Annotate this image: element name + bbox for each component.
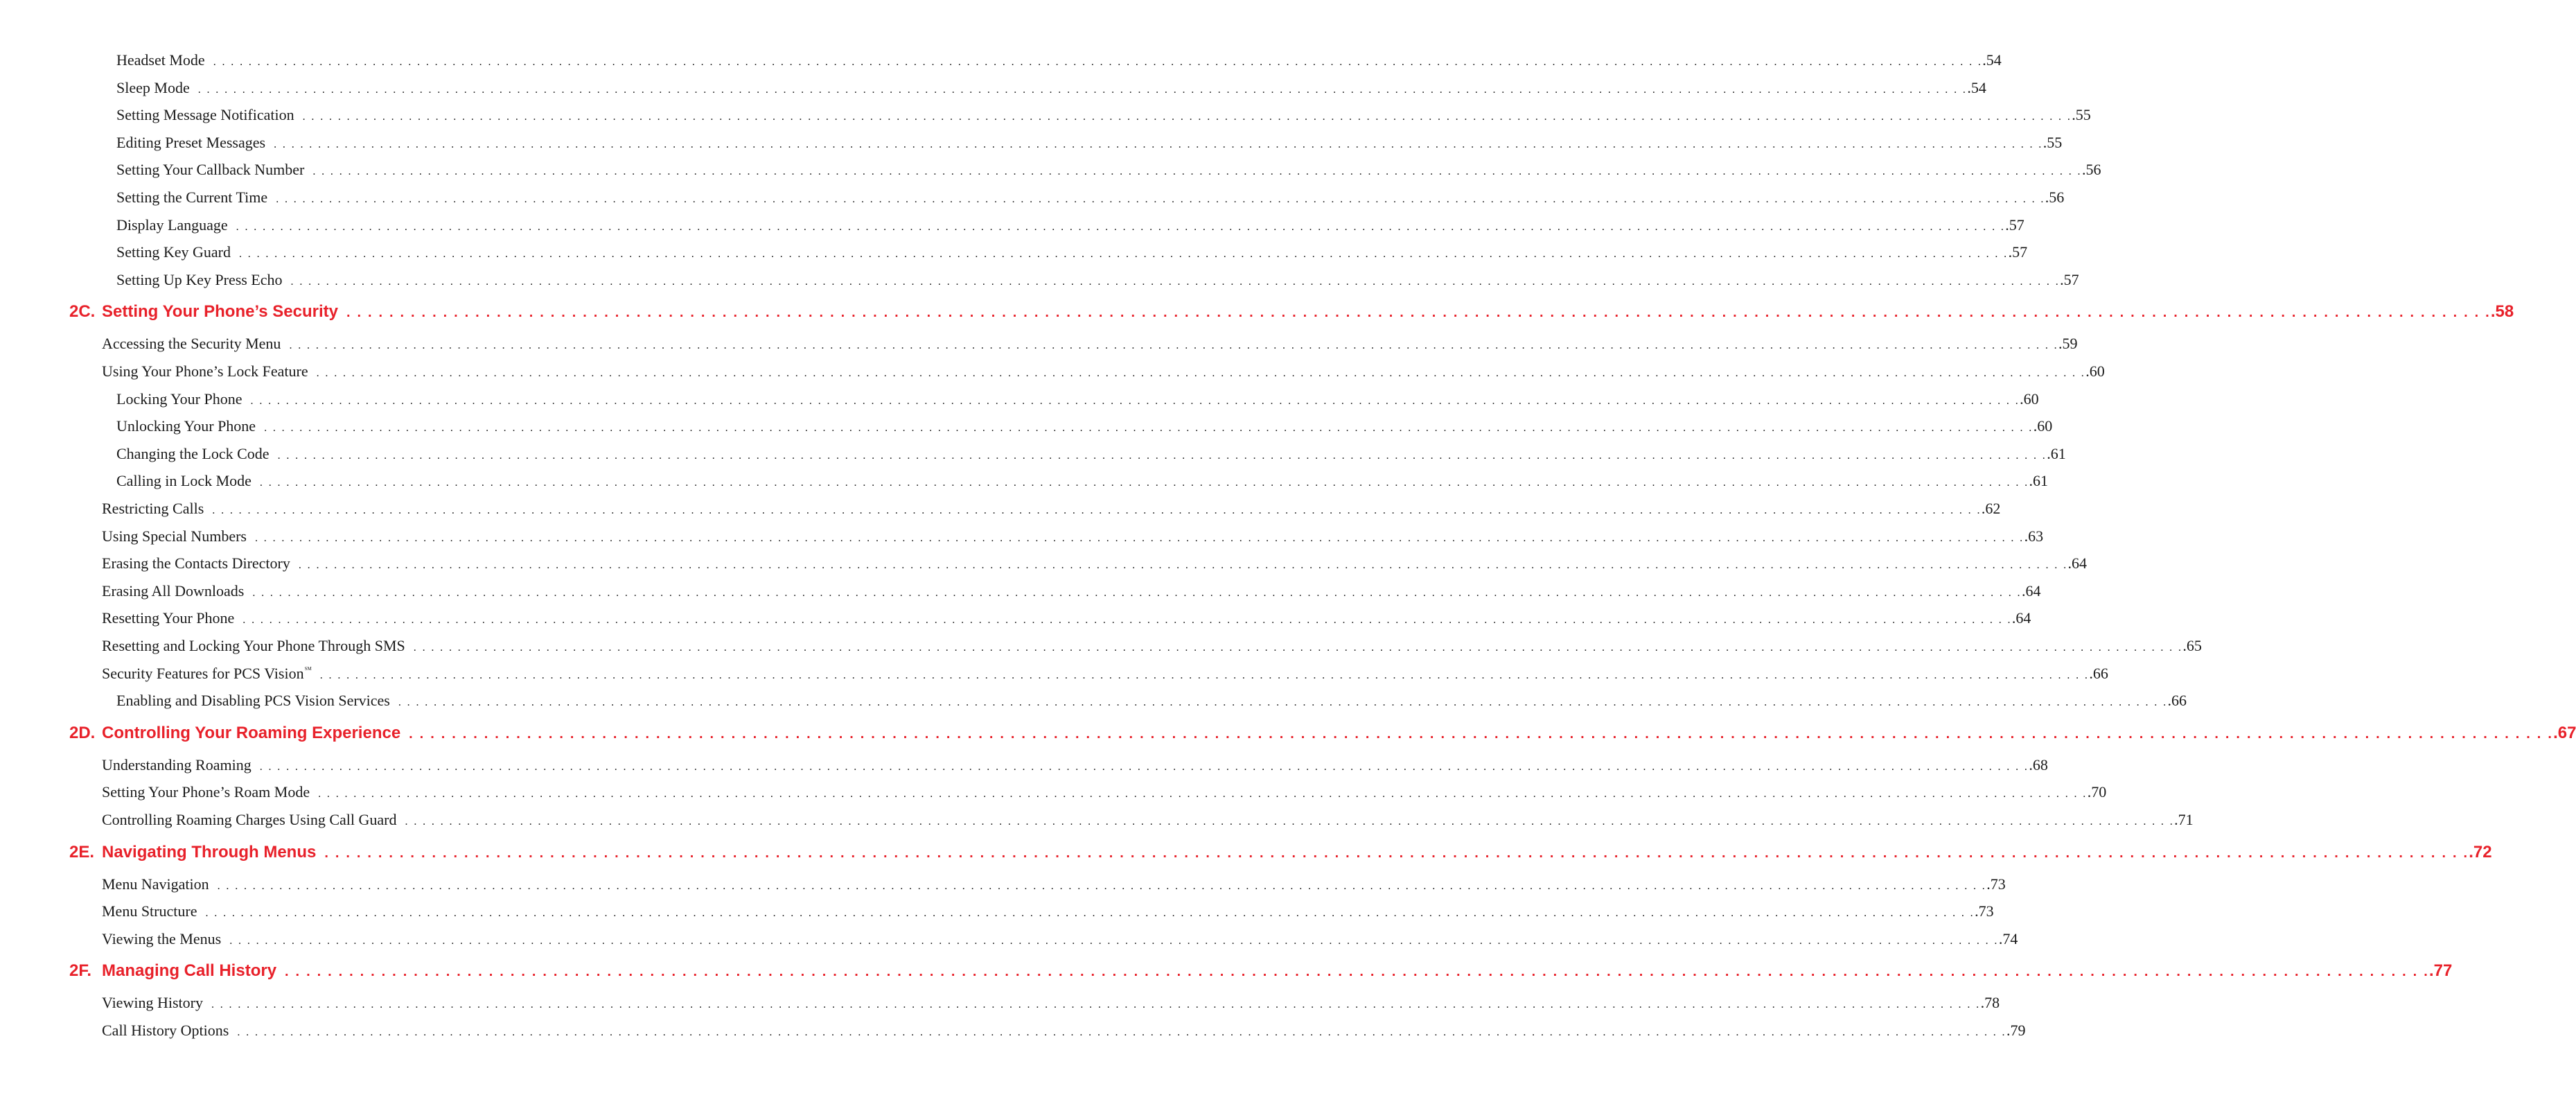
title-text: Managing Call History [102,961,277,981]
entry-title [102,554,299,572]
title-text: Using Your Phone’s Lock Feature [102,362,308,380]
dot-leader: . . . . . . . . . . . . . . . . . . . . . . . . . . . . . . . . . . . . . . . . . . . . . . . . . . . . . . . . . . . . . . . . . . . . . . . . . . . . . . . . . . . . . . . . . . . . . . . . . . . . . . . . . . . . . . . . . . . . . . . . . . . . . . . . . . . . . . . . . . . . . . . . . . . . . . . . . . . . . . . . . . . . . . . . . . . . . . . . . . . . . . . . . . . . . . . . . . . . . . . . [290,275,2061,288]
toc-entry[interactable] [0,783,2107,801]
title-text: Resetting and Locking Your Phone Through SMS [102,637,405,654]
title-text: Setting Key Guard [116,243,231,261]
title-text: Controlling Your Roaming Experience [102,723,401,742]
entry-title [102,783,318,801]
entry-title [102,500,212,518]
page-number: .71 [2174,811,2194,828]
dot-leader: . . . . . . . . . . . . . . . . . . . . . . . . . . . . . . . . . . . . . . . . . . . . . . . . . . . . . . . . . . . . . . . . . . . . . . . . . . . . . . . . . . . . . . . . . . . . . . . . . . . . . . . . . . . . . . . . . . . . . . . . . . . . . . . . . . . . . . . . . . . . . . . . . . . . . . . . . . . . . . . . . . . . . . . . . . . . . . . . . . . . . . . . . . . . . . . . . . . . . . . . [277,449,2047,462]
page-number: .64 [2011,609,2031,627]
entry-title [116,51,213,69]
entry-title [116,134,274,152]
entry-title [116,472,260,490]
title-text: Viewing the Menus [102,929,222,947]
dot-leader: . . . . . . . . . . . . . . . . . . . . . . . . . . . . . . . . . . . . . . . . . . . . . . . . . . . . . . . . . . . . . . . . . . . . . . . . . . . . . . . . . . . . . . . . . . . . . . . . . . . . . . . . . . . . . . . . . . . . . . . . . . . . . . . . . . . . . . . . . . . . . . . . . . . . . . . . . . . . . . . . . . . . . . . . . . . . . . . . . . . . . . . . . . . . . . . . . . . . . . . . [254,532,2024,544]
toc-entry[interactable] [0,472,2049,490]
toc-entry[interactable] [0,1022,2026,1040]
page-number: .54 [1967,78,1986,96]
page-number: .78 [1980,994,2000,1012]
chapter-number: 2D. [69,723,96,742]
toc-entry[interactable] [0,161,2101,179]
page-number: .56 [2081,161,2101,179]
dot-leader: . . . . . . . . . . . . . . . . . . . . . . . . . . . . . . . . . . . . . . . . . . . . . . . . . . . . . . . . . . . . . . . . . . . . . . . . . . . . . . . . . . . . . . . . . . . . . . . . . . . . . . . . . . . . . . . . . . . . . . . . . . . . . . . . . . . . . . . . . . . . . . . . . . . . . . . . . . . . . . . . . . . . . . . . . . . . . . . . . . . . . . . . . . . . . . . . . . . . . . . . [324,845,2469,861]
dot-leader: . . . . . . . . . . . . . . . . . . . . . . . . . . . . . . . . . . . . . . . . . . . . . . . . . . . . . . . . . . . . . . . . . . . . . . . . . . . . . . . . . . . . . . . . . . . . . . . . . . . . . . . . . . . . . . . . . . . . . . . . . . . . . . . . . . . . . . . . . . . . . . . . . . . . . . . . . . . . . . . . . . . . . . . . . . . . . . . . . . . . . . . . . . . . . . . . . . . . . . . . [236,220,2006,233]
page-number: .62 [1981,500,2001,517]
dot-leader: . . . . . . . . . . . . . . . . . . . . . . . . . . . . . . . . . . . . . . . . . . . . . . . . . . . . . . . . . . . . . . . . . . . . . . . . . . . . . . . . . . . . . . . . . . . . . . . . . . . . . . . . . . . . . . . . . . . . . . . . . . . . . . . . . . . . . . . . . . . . . . . . . . . . . . . . . . . . . . . . . . . . . . . . . . . . . . . . . . . . . . . . . . . . . . . . . . . . . . . . [318,788,2088,801]
page-number: .60 [2033,417,2053,435]
page-number: .77 [2428,961,2453,981]
entry-title [102,875,218,893]
dot-leader: . . . . . . . . . . . . . . . . . . . . . . . . . . . . . . . . . . . . . . . . . . . . . . . . . . . . . . . . . . . . . . . . . . . . . . . . . . . . . . . . . . . . . . . . . . . . . . . . . . . . . . . . . . . . . . . . . . . . . . . . . . . . . . . . . . . . . . . . . . . . . . . . . . . . . . . . . . . . . . . . . . . . . . . . . . . . . . . . . . . . . . . . . . . . . . . . . . . . . . . . [264,422,2034,435]
dot-leader: . . . . . . . . . . . . . . . . . . . . . . . . . . . . . . . . . . . . . . . . . . . . . . . . . . . . . . . . . . . . . . . . . . . . . . . . . . . . . . . . . . . . . . . . . . . . . . . . . . . . . . . . . . . . . . . . . . . . . . . . . . . . . . . . . . . . . . . . . . . . . . . . . . . . . . . . . . . . . . . . . . . . . . . . . . . . . . . . . . . . . . . . . . . . . . . . . . . . . . . . [252,586,2022,599]
entry-title [116,106,303,124]
page-number: .64 [2021,581,2041,600]
title-text: Menu Structure [102,902,197,920]
page-number: .64 [2067,554,2087,572]
dot-leader: . . . . . . . . . . . . . . . . . . . . . . . . . . . . . . . . . . . . . . . . . . . . . . . . . . . . . . . . . . . . . . . . . . . . . . . . . . . . . . . . . . . . . . . . . . . . . . . . . . . . . . . . . . . . . . . . . . . . . . . . . . . . . . . . . . . . . . . . . . . . . . . . . . . . . . . . . . . . . . . . . . . . . . . . . . . . . . . . . . . . . . . . . . . . . . . . . . . . . . . . [319,669,2090,681]
title-text: Call History Options [102,1022,229,1039]
entry-title [116,243,239,261]
toc-entry[interactable] [0,929,2018,948]
dot-leader: . . . . . . . . . . . . . . . . . . . . . . . . . . . . . . . . . . . . . . . . . . . . . . . . . . . . . . . . . . . . . . . . . . . . . . . . . . . . . . . . . . . . . . . . . . . . . . . . . . . . . . . . . . . . . . . . . . . . . . . . . . . . . . . . . . . . . . . . . . . . . . . . . . . . . . . . . . . . . . . . . . . . . . . . . . . . . . . . . . . . . . . . . . . . . . . . . . . . . . . . [398,697,2168,709]
page-number: .61 [2029,472,2049,490]
toc-entry[interactable] [0,78,1986,97]
toc-entry[interactable] [0,664,2108,683]
page-number: .54 [1982,51,2002,69]
entry-title [116,189,276,207]
toc-entry[interactable] [0,581,2041,600]
toc-entry[interactable] [0,527,2044,545]
dot-leader: . . . . . . . . . . . . . . . . . . . . . . . . . . . . . . . . . . . . . . . . . . . . . . . . . . . . . . . . . . . . . . . . . . . . . . . . . . . . . . . . . . . . . . . . . . . . . . . . . . . . . . . . . . . . . . . . . . . . . . . . . . . . . . . . . . . . . . . . . . . . . . . . . . . . . . . . . . . . . . . . . . . . . . . . . . . . . . . . . . . . . . . . . . . . . . . . . . . . . . . . [312,166,2082,178]
entry-title [116,445,278,463]
dot-leader: . . . . . . . . . . . . . . . . . . . . . . . . . . . . . . . . . . . . . . . . . . . . . . . . . . . . . . . . . . . . . . . . . . . . . . . . . . . . . . . . . . . . . . . . . . . . . . . . . . . . . . . . . . . . . . . . . . . . . . . . . . . . . . . . . . . . . . . . . . . . . . . . . . . . . . . . . . . . . . . . . . . . . . . . . . . . . . . . . . . . . . . . . . . . . . . . . . . . . . . . [237,1026,2006,1038]
title-text: Navigating Through Menus [102,842,317,862]
entry-title [116,417,264,435]
entry-title [102,902,205,920]
toc-entry[interactable] [0,692,2187,710]
entry-title [102,1022,237,1040]
dot-leader: . . . . . . . . . . . . . . . . . . . . . . . . . . . . . . . . . . . . . . . . . . . . . . . . . . . . . . . . . . . . . . . . . . . . . . . . . . . . . . . . . . . . . . . . . . . . . . . . . . . . . . . . . . . . . . . . . . . . . . . . . . . . . . . . . . . . . . . . . . . . . . . . . . . . . . . . . . . . . . . . . . . . . . . . . . . . . . . . . . . . . . . . . . . . . . . . . . . . . . . . [302,111,2072,123]
toc-entry[interactable] [0,270,2079,289]
title-text: Restricting Calls [102,500,204,517]
dot-leader: . . . . . . . . . . . . . . . . . . . . . . . . . . . . . . . . . . . . . . . . . . . . . . . . . . . . . . . . . . . . . . . . . . . . . . . . . . . . . . . . . . . . . . . . . . . . . . . . . . . . . . . . . . . . . . . . . . . . . . . . . . . . . . . . . . . . . . . . . . . . . . . . . . . . . . . . . . . . . . . . . . . . . . . . . . . . . . . . . . . . . . . . . . . . . . . . . . . . . . . . [211,999,1981,1011]
page-number: .60 [2085,362,2105,380]
toc-entry[interactable] [0,335,2078,353]
toc-entry[interactable] [0,500,2001,518]
dot-leader: . . . . . . . . . . . . . . . . . . . . . . . . . . . . . . . . . . . . . . . . . . . . . . . . . . . . . . . . . . . . . . . . . . . . . . . . . . . . . . . . . . . . . . . . . . . . . . . . . . . . . . . . . . . . . . . . . . . . . . . . . . . . . . . . . . . . . . . . . . . . . . . . . . . . . . . . . . . . . . . . . . . . . . . . . . . . . . . . . . . . . . . . . . . . . . . . . . . . . . . . [409,726,2554,742]
toc-entry[interactable] [0,902,1994,920]
toc-entry[interactable] [0,637,2202,655]
title-text: Controlling Roaming Charges Using Call Guard [102,811,397,828]
title-text: Editing Preset Messages [116,133,266,151]
title-text: Using Special Numbers [102,527,247,545]
page-number: .67 [2553,723,2576,742]
title-text: Setting Your Phone’s Roam Mode [102,783,310,801]
toc-entry[interactable] [0,216,2024,234]
title-text: Changing the Lock Code [116,444,270,462]
dot-leader: . . . . . . . . . . . . . . . . . . . . . . . . . . . . . . . . . . . . . . . . . . . . . . . . . . . . . . . . . . . . . . . . . . . . . . . . . . . . . . . . . . . . . . . . . . . . . . . . . . . . . . . . . . . . . . . . . . . . . . . . . . . . . . . . . . . . . . . . . . . . . . . . . . . . . . . . . . . . . . . . . . . . . . . . . . . . . . . . . . . . . . . . . . . . . . . . . . . . . . . . [346,305,2491,321]
toc-chapter-heading[interactable] [0,302,2514,322]
title-text: Understanding Roaming [102,755,252,773]
entry-title [102,811,405,829]
entry-title [116,692,398,710]
entry-title [102,637,414,655]
title-text: Erasing All Downloads [102,581,245,600]
service-mark: SM [304,665,312,672]
toc-entry[interactable] [0,106,2091,124]
dot-leader: . . . . . . . . . . . . . . . . . . . . . . . . . . . . . . . . . . . . . . . . . . . . . . . . . . . . . . . . . . . . . . . . . . . . . . . . . . . . . . . . . . . . . . . . . . . . . . . . . . . . . . . . . . . . . . . . . . . . . . . . . . . . . . . . . . . . . . . . . . . . . . . . . . . . . . . . . . . . . . . . . . . . . . . . . . . . . . . . . . . . . . . . . . . . . . . . . . . . . . . . [276,193,2045,205]
title-text: Setting Message Notification [116,106,294,124]
toc-entry[interactable] [0,444,2066,463]
title-text: Security Features for PCS Vision [102,664,304,682]
title-text: Setting the Current Time [116,189,268,206]
dot-leader: . . . . . . . . . . . . . . . . . . . . . . . . . . . . . . . . . . . . . . . . . . . . . . . . . . . . . . . . . . . . . . . . . . . . . . . . . . . . . . . . . . . . . . . . . . . . . . . . . . . . . . . . . . . . . . . . . . . . . . . . . . . . . . . . . . . . . . . . . . . . . . . . . . . . . . . . . . . . . . . . . . . . . . . . . . . . . . . . . . . . . . . . . . . . . . . . . . . . . . . . [238,248,2009,261]
dot-leader: . . . . . . . . . . . . . . . . . . . . . . . . . . . . . . . . . . . . . . . . . . . . . . . . . . . . . . . . . . . . . . . . . . . . . . . . . . . . . . . . . . . . . . . . . . . . . . . . . . . . . . . . . . . . . . . . . . . . . . . . . . . . . . . . . . . . . . . . . . . . . . . . . . . . . . . . . . . . . . . . . . . . . . . . . . . . . . . . . . . . . . . . . . . . . . . . . . . . . . . . [229,934,1999,947]
dot-leader: . . . . . . . . . . . . . . . . . . . . . . . . . . . . . . . . . . . . . . . . . . . . . . . . . . . . . . . . . . . . . . . . . . . . . . . . . . . . . . . . . . . . . . . . . . . . . . . . . . . . . . . . . . . . . . . . . . . . . . . . . . . . . . . . . . . . . . . . . . . . . . . . . . . . . . . . . . . . . . . . . . . . . . . . . . . . . . . . . . . . . . . . . . . . . . . . . . . . . . . . [242,614,2012,627]
entry-title [116,161,312,179]
toc-entry[interactable] [0,609,2031,627]
title-text: Setting Your Callback Number [116,161,305,179]
toc-entry[interactable] [0,811,2194,829]
entry-title [116,79,198,97]
chapter-title [102,843,324,862]
title-text: Setting Up Key Press Echo [116,270,283,288]
entry-title [102,362,317,381]
dot-leader: . . . . . . . . . . . . . . . . . . . . . . . . . . . . . . . . . . . . . . . . . . . . . . . . . . . . . . . . . . . . . . . . . . . . . . . . . . . . . . . . . . . . . . . . . . . . . . . . . . . . . . . . . . . . . . . . . . . . . . . . . . . . . . . . . . . . . . . . . . . . . . . . . . . . . . . . . . . . . . . . . . . . . . . . . . . . . . . . . . . . . . . . . . . . . . . . . . . . . . . . [197,83,1968,96]
title-text: Locking Your Phone [116,390,242,408]
entry-title [116,390,251,408]
dot-leader: . . . . . . . . . . . . . . . . . . . . . . . . . . . . . . . . . . . . . . . . . . . . . . . . . . . . . . . . . . . . . . . . . . . . . . . . . . . . . . . . . . . . . . . . . . . . . . . . . . . . . . . . . . . . . . . . . . . . . . . . . . . . . . . . . . . . . . . . . . . . . . . . . . . . . . . . . . . . . . . . . . . . . . . . . . . . . . . . . . . . . . . . . . . . . . . . . . . . . . . . [298,559,2068,572]
toc-entry[interactable] [0,133,2063,152]
entry-title [116,216,236,234]
toc-entry[interactable] [0,189,2065,207]
toc-entry[interactable] [0,51,2002,69]
title-text: Calling in Lock Mode [116,472,252,490]
dot-leader: . . . . . . . . . . . . . . . . . . . . . . . . . . . . . . . . . . . . . . . . . . . . . . . . . . . . . . . . . . . . . . . . . . . . . . . . . . . . . . . . . . . . . . . . . . . . . . . . . . . . . . . . . . . . . . . . . . . . . . . . . . . . . . . . . . . . . . . . . . . . . . . . . . . . . . . . . . . . . . . . . . . . . . . . . . . . . . . . . . . . . . . . . . . . . . . . . . . . . . . . [289,340,2059,352]
dot-leader: . . . . . . . . . . . . . . . . . . . . . . . . . . . . . . . . . . . . . . . . . . . . . . . . . . . . . . . . . . . . . . . . . . . . . . . . . . . . . . . . . . . . . . . . . . . . . . . . . . . . . . . . . . . . . . . . . . . . . . . . . . . . . . . . . . . . . . . . . . . . . . . . . . . . . . . . . . . . . . . . . . . . . . . . . . . . . . . . . . . . . . . . . . . . . . . . . . . . . . . . [413,642,2183,654]
chapter-title [102,302,346,322]
toc-entry[interactable] [0,875,2006,893]
page-number: .66 [2167,692,2187,710]
entry-title [102,609,242,627]
dot-leader: . . . . . . . . . . . . . . . . . . . . . . . . . . . . . . . . . . . . . . . . . . . . . . . . . . . . . . . . . . . . . . . . . . . . . . . . . . . . . . . . . . . . . . . . . . . . . . . . . . . . . . . . . . . . . . . . . . . . . . . . . . . . . . . . . . . . . . . . . . . . . . . . . . . . . . . . . . . . . . . . . . . . . . . . . . . . . . . . . . . . . . . . . . . . . . . . . . . . . . . . [405,816,2175,828]
chapter-number: 2C. [69,302,96,322]
entry-title [102,527,255,545]
page-number: .57 [2008,243,2028,261]
page-number: .70 [2087,783,2107,801]
dot-leader: . . . . . . . . . . . . . . . . . . . . . . . . . . . . . . . . . . . . . . . . . . . . . . . . . . . . . . . . . . . . . . . . . . . . . . . . . . . . . . . . . . . . . . . . . . . . . . . . . . . . . . . . . . . . . . . . . . . . . . . . . . . . . . . . . . . . . . . . . . . . . . . . . . . . . . . . . . . . . . . . . . . . . . . . . . . . . . . . . . . . . . . . . . . . . . . . . . . . . . . . [259,760,2029,773]
page-number: .65 [2182,637,2202,654]
title-text: Enabling and Disabling PCS Vision Services [116,692,390,710]
toc-entry[interactable] [0,755,2048,774]
entry-title [102,756,260,774]
toc-chapter-heading[interactable] [0,723,2576,743]
toc-entry[interactable] [0,994,2000,1012]
title-text: Menu Navigation [102,875,209,893]
entry-title [102,665,320,683]
dot-leader: . . . . . . . . . . . . . . . . . . . . . . . . . . . . . . . . . . . . . . . . . . . . . . . . . . . . . . . . . . . . . . . . . . . . . . . . . . . . . . . . . . . . . . . . . . . . . . . . . . . . . . . . . . . . . . . . . . . . . . . . . . . . . . . . . . . . . . . . . . . . . . . . . . . . . . . . . . . . . . . . . . . . . . . . . . . . . . . . . . . . . . . . . . . . . . . . . . . . . . . . [212,505,1982,516]
chapter-number: 2E. [69,842,95,862]
dot-leader: . . . . . . . . . . . . . . . . . . . . . . . . . . . . . . . . . . . . . . . . . . . . . . . . . . . . . . . . . . . . . . . . . . . . . . . . . . . . . . . . . . . . . . . . . . . . . . . . . . . . . . . . . . . . . . . . . . . . . . . . . . . . . . . . . . . . . . . . . . . . . . . . . . . . . . . . . . . . . . . . . . . . . . . . . . . . . . . . . . . . . . . . . . . . . . . . . . . . . . . . [285,964,2429,980]
page-number: .72 [2469,842,2492,862]
title-text: Sleep Mode [116,78,190,96]
chapter-number: 2F. [69,961,92,981]
toc-entry[interactable] [0,243,2028,261]
page-number: .58 [2490,302,2514,322]
title-text: Setting Your Phone’s Security [102,302,338,322]
entry-title [102,994,211,1012]
page-number: .63 [2024,527,2044,545]
chapter-title [102,961,285,981]
dot-leader: . . . . . . . . . . . . . . . . . . . . . . . . . . . . . . . . . . . . . . . . . . . . . . . . . . . . . . . . . . . . . . . . . . . . . . . . . . . . . . . . . . . . . . . . . . . . . . . . . . . . . . . . . . . . . . . . . . . . . . . . . . . . . . . . . . . . . . . . . . . . . . . . . . . . . . . . . . . . . . . . . . . . . . . . . . . . . . . . . . . . . . . . . . . . . . . . . . . . . . . . [205,907,1975,920]
page-number: .73 [1986,875,2006,893]
chapter-title [102,724,409,743]
toc-chapter-heading[interactable] [0,961,2453,981]
title-text: Accessing the Security Menu [102,335,281,353]
dot-leader: . . . . . . . . . . . . . . . . . . . . . . . . . . . . . . . . . . . . . . . . . . . . . . . . . . . . . . . . . . . . . . . . . . . . . . . . . . . . . . . . . . . . . . . . . . . . . . . . . . . . . . . . . . . . . . . . . . . . . . . . . . . . . . . . . . . . . . . . . . . . . . . . . . . . . . . . . . . . . . . . . . . . . . . . . . . . . . . . . . . . . . . . . . . . . . . . . . . . . . . . [259,477,2029,489]
page-number: .56 [2045,189,2065,206]
page-number: .68 [2029,755,2048,773]
title-text: Viewing History [102,994,203,1012]
dot-leader: . . . . . . . . . . . . . . . . . . . . . . . . . . . . . . . . . . . . . . . . . . . . . . . . . . . . . . . . . . . . . . . . . . . . . . . . . . . . . . . . . . . . . . . . . . . . . . . . . . . . . . . . . . . . . . . . . . . . . . . . . . . . . . . . . . . . . . . . . . . . . . . . . . . . . . . . . . . . . . . . . . . . . . . . . . . . . . . . . . . . . . . . . . . . . . . . . . . . . . . . [274,138,2043,150]
page-number: .57 [2005,216,2024,234]
toc-entry[interactable] [0,417,2053,435]
page-number: .59 [2058,335,2078,353]
toc-entry[interactable] [0,554,2087,572]
entry-title [102,335,289,353]
page-number: .55 [2043,133,2063,151]
entry-title [102,930,229,948]
toc-chapter-heading[interactable] [0,842,2492,862]
page-number: .60 [2020,390,2039,408]
title-text: Erasing the Contacts Directory [102,554,290,572]
dot-leader: . . . . . . . . . . . . . . . . . . . . . . . . . . . . . . . . . . . . . . . . . . . . . . . . . . . . . . . . . . . . . . . . . . . . . . . . . . . . . . . . . . . . . . . . . . . . . . . . . . . . . . . . . . . . . . . . . . . . . . . . . . . . . . . . . . . . . . . . . . . . . . . . . . . . . . . . . . . . . . . . . . . . . . . . . . . . . . . . . . . . . . . . . . . . . . . . . . . . . . . . [316,367,2086,379]
title-text: Unlocking Your Phone [116,417,256,435]
dot-leader: . . . . . . . . . . . . . . . . . . . . . . . . . . . . . . . . . . . . . . . . . . . . . . . . . . . . . . . . . . . . . . . . . . . . . . . . . . . . . . . . . . . . . . . . . . . . . . . . . . . . . . . . . . . . . . . . . . . . . . . . . . . . . . . . . . . . . . . . . . . . . . . . . . . . . . . . . . . . . . . . . . . . . . . . . . . . . . . . . . . . . . . . . . . . . . . . . . . . . . . . [217,880,1987,892]
page-number: .74 [1998,929,2018,947]
title-text: Display Language [116,216,228,234]
entry-title [116,271,291,289]
page-number: .66 [2089,664,2108,682]
title-text: Resetting Your Phone [102,609,235,627]
page-number: .61 [2047,444,2066,462]
toc-entry[interactable] [0,390,2039,408]
page-number: .55 [2072,106,2091,124]
title-text: Headset Mode [116,51,205,69]
page-number: .73 [1975,902,1994,920]
toc-entry[interactable] [0,362,2105,381]
dot-leader: . . . . . . . . . . . . . . . . . . . . . . . . . . . . . . . . . . . . . . . . . . . . . . . . . . . . . . . . . . . . . . . . . . . . . . . . . . . . . . . . . . . . . . . . . . . . . . . . . . . . . . . . . . . . . . . . . . . . . . . . . . . . . . . . . . . . . . . . . . . . . . . . . . . . . . . . . . . . . . . . . . . . . . . . . . . . . . . . . . . . . . . . . . . . . . . . . . . . . . . . [250,394,2020,407]
dot-leader: . . . . . . . . . . . . . . . . . . . . . . . . . . . . . . . . . . . . . . . . . . . . . . . . . . . . . . . . . . . . . . . . . . . . . . . . . . . . . . . . . . . . . . . . . . . . . . . . . . . . . . . . . . . . . . . . . . . . . . . . . . . . . . . . . . . . . . . . . . . . . . . . . . . . . . . . . . . . . . . . . . . . . . . . . . . . . . . . . . . . . . . . . . . . . . . . . . . . . . . . [213,56,1983,68]
page-number: .79 [2006,1022,2026,1039]
page-number: .57 [2060,270,2079,288]
entry-title [102,582,252,600]
